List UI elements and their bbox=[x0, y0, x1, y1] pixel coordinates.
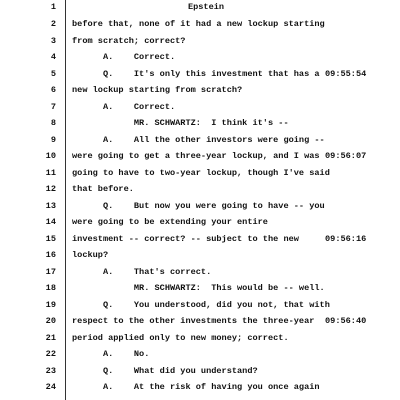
line-number: 5 bbox=[50, 68, 56, 79]
line-number: 11 bbox=[45, 167, 56, 178]
line-text: A. No. bbox=[72, 349, 150, 359]
transcript-line bbox=[0, 214, 400, 230]
transcript-line bbox=[0, 247, 400, 263]
witness-name: Epstein bbox=[187, 2, 225, 12]
timestamp: 09:55:54 bbox=[325, 68, 367, 79]
transcript-line bbox=[0, 99, 400, 115]
line-number: 14 bbox=[45, 217, 56, 227]
line-number: 2 bbox=[50, 19, 56, 29]
timestamp: 09:56:40 bbox=[325, 316, 367, 326]
line-text: before that, none of it had a new lockup starting bbox=[72, 19, 325, 29]
transcript-line bbox=[0, 181, 400, 197]
line-number: 8 bbox=[50, 118, 56, 128]
transcript-line bbox=[0, 198, 400, 214]
line-number: 24 bbox=[45, 382, 56, 392]
transcript-line bbox=[0, 280, 400, 296]
line-text: from scratch; correct? bbox=[72, 35, 186, 46]
timestamp: 09:56:16 bbox=[325, 233, 367, 244]
line-number: 18 bbox=[45, 283, 56, 293]
transcript-line bbox=[0, 330, 400, 346]
line-text: A. Correct. bbox=[72, 101, 176, 112]
line-text: lockup? bbox=[72, 250, 109, 260]
line-text: A. At the risk of having you once again bbox=[72, 382, 320, 392]
line-text: A. Correct. bbox=[72, 52, 176, 62]
transcript-line bbox=[0, 346, 400, 362]
line-text: new lockup starting from scratch? bbox=[72, 85, 243, 95]
transcript-line bbox=[0, 165, 400, 181]
line-number: 12 bbox=[45, 184, 56, 194]
transcript-line bbox=[0, 313, 400, 329]
line-number: 15 bbox=[45, 233, 56, 244]
line-number: 20 bbox=[45, 316, 56, 326]
line-text: A. All the other investors were going -- bbox=[72, 134, 325, 145]
transcript-line bbox=[0, 231, 400, 247]
timestamp: 09:56:07 bbox=[325, 151, 367, 161]
transcript-line bbox=[0, 132, 400, 148]
transcript-line bbox=[0, 379, 400, 395]
transcript-line bbox=[0, 82, 400, 98]
line-number: 17 bbox=[45, 266, 56, 277]
line-number: 21 bbox=[45, 332, 56, 343]
line-text: going to have to two-year lockup, though I've said bbox=[72, 167, 330, 178]
line-text: Q. What did you understand? bbox=[72, 365, 258, 376]
transcript-line bbox=[0, 66, 400, 82]
line-text: A. That's correct. bbox=[72, 266, 212, 277]
line-text: Q. You understood, did you not, that with bbox=[72, 299, 330, 310]
line-text: period applied only to new money; correct. bbox=[72, 332, 289, 343]
transcript-line bbox=[0, 297, 400, 313]
line-number: 4 bbox=[50, 52, 56, 62]
line-number: 7 bbox=[50, 101, 56, 112]
line-text: investment -- correct? -- subject to the new bbox=[72, 233, 299, 244]
transcript-line bbox=[0, 49, 400, 65]
line-text: Q. It's only this investment that has a bbox=[72, 68, 320, 79]
transcript-line bbox=[0, 363, 400, 379]
page-header bbox=[0, 0, 400, 14]
line-number: 1 bbox=[50, 2, 56, 12]
line-number: 16 bbox=[45, 250, 56, 260]
line-text: were going to be extending your entire bbox=[72, 217, 268, 227]
transcript-line bbox=[0, 33, 400, 49]
line-text: were going to get a three-year lockup, and I was bbox=[72, 151, 320, 161]
line-number: 10 bbox=[45, 151, 56, 161]
line-number: 23 bbox=[45, 365, 56, 376]
line-number: 6 bbox=[50, 85, 56, 95]
line-text: MR. SCHWARTZ: This would be -- well. bbox=[72, 283, 325, 293]
transcript-line bbox=[0, 264, 400, 280]
transcript-line bbox=[0, 115, 400, 131]
line-text: Q. But now you were going to have -- you bbox=[72, 200, 325, 211]
line-number: 19 bbox=[45, 299, 56, 310]
line-text: MR. SCHWARTZ: I think it's -- bbox=[72, 118, 289, 128]
line-number: 13 bbox=[45, 200, 56, 211]
transcript-line bbox=[0, 16, 400, 32]
transcript-line bbox=[0, 148, 400, 164]
line-text: that before. bbox=[72, 184, 134, 194]
line-number: 22 bbox=[45, 349, 56, 359]
line-text: respect to the other investments the three-year bbox=[72, 316, 315, 326]
line-number: 3 bbox=[50, 35, 56, 46]
line-number: 9 bbox=[50, 134, 56, 145]
